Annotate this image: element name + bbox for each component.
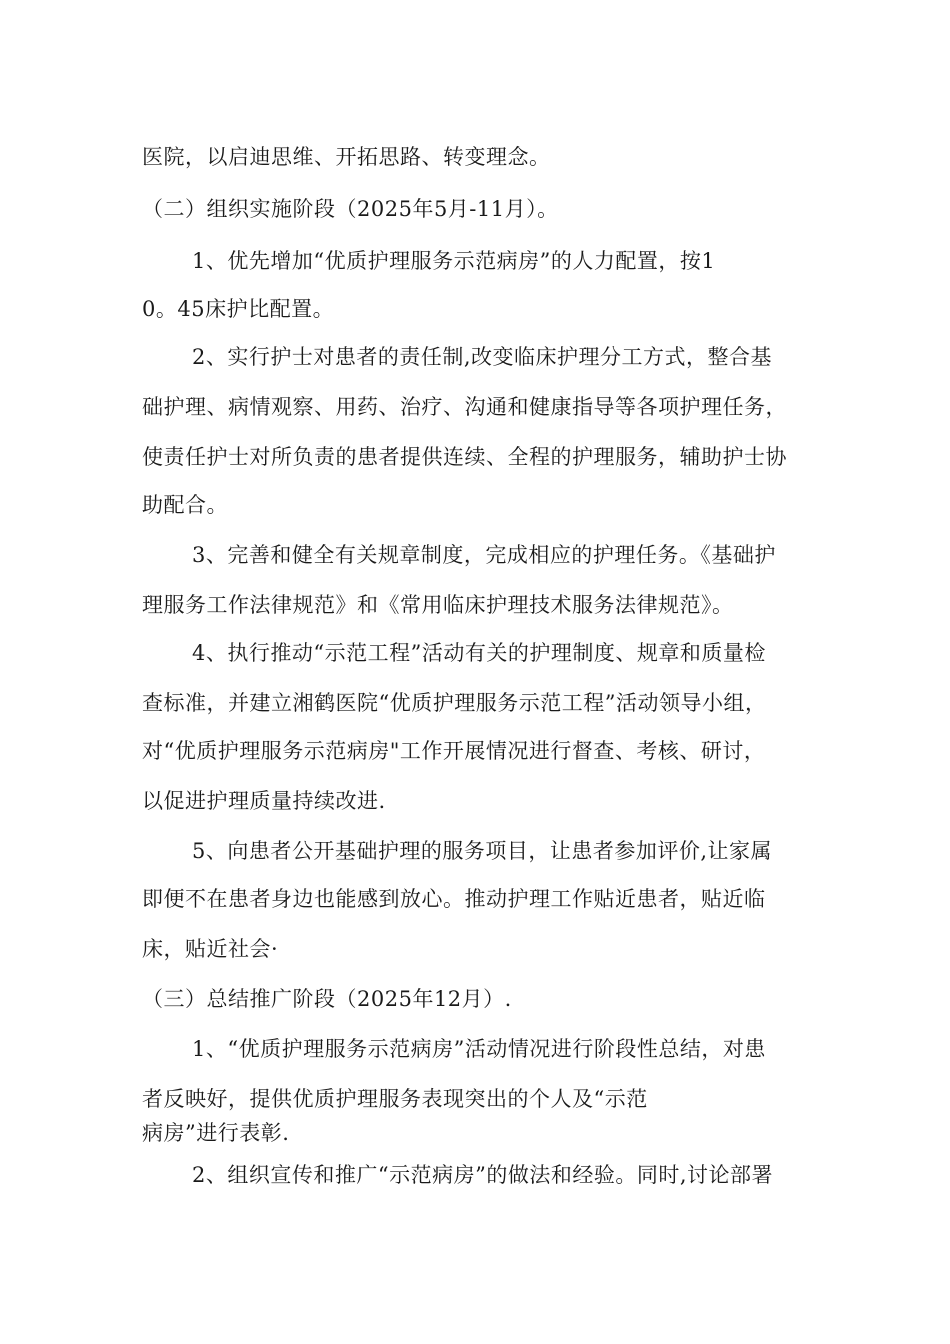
text-line: 对“优质护理服务示范病房"工作开展情况进行督查、考核、研讨， <box>142 739 766 763</box>
text-line: 2、实行护士对患者的责任制,改变临床护理分工方式，整合基 <box>192 345 773 369</box>
text-line: 础护理、病情观察、用药、治疗、沟通和健康指导等各项护理任务， <box>142 395 787 419</box>
text-line: 床，贴近社会· <box>142 937 279 961</box>
text-line: 以促进护理质量持续改进. <box>142 789 386 813</box>
text-line: 0。45床护比配置。 <box>142 297 335 321</box>
text-line: 5、向患者公开基础护理的服务项目，让患者参加评价,让家属 <box>192 839 773 863</box>
text-line: 查标准，并建立湘鹤医院“优质护理服务示范工程”活动领导小组， <box>142 691 767 715</box>
text-line: 助配合。 <box>142 493 228 517</box>
text-line: 使责任护士对所负责的患者提供连续、全程的护理服务，辅助护士协 <box>142 445 787 469</box>
text-line: 3、完善和健全有关规章制度，完成相应的护理任务。《基础护 <box>192 543 776 567</box>
section-heading: （二）组织实施阶段（2025年5月-11月）。 <box>142 197 559 221</box>
text-line: 者反映好，提供优质护理服务表现突出的个人及“示范 <box>142 1087 648 1111</box>
text-line: 2、组织宣传和推广“示范病房”的做法和经验。同时,讨论部署 <box>192 1163 774 1187</box>
text-line: 理服务工作法律规范》和《常用临床护理技术服务法律规范》。 <box>142 593 734 617</box>
text-line: 医院，以启迪思维、开拓思路、转变理念。 <box>142 145 551 169</box>
text-line: 1、“优质护理服务示范病房”活动情况进行阶段性总结，对患 <box>192 1037 766 1061</box>
text-line: 病房”进行表彰. <box>142 1121 290 1145</box>
section-heading: （三）总结推广阶段（2025年12月）. <box>142 987 512 1011</box>
text-line: 4、执行推动“示范工程”活动有关的护理制度、规章和质量检 <box>192 641 766 665</box>
text-line: 即便不在患者身边也能感到放心。推动护理工作贴近患者，贴近临 <box>142 887 766 911</box>
text-line: 1、优先增加“优质护理服务示范病房”的人力配置，按1 <box>192 249 716 273</box>
